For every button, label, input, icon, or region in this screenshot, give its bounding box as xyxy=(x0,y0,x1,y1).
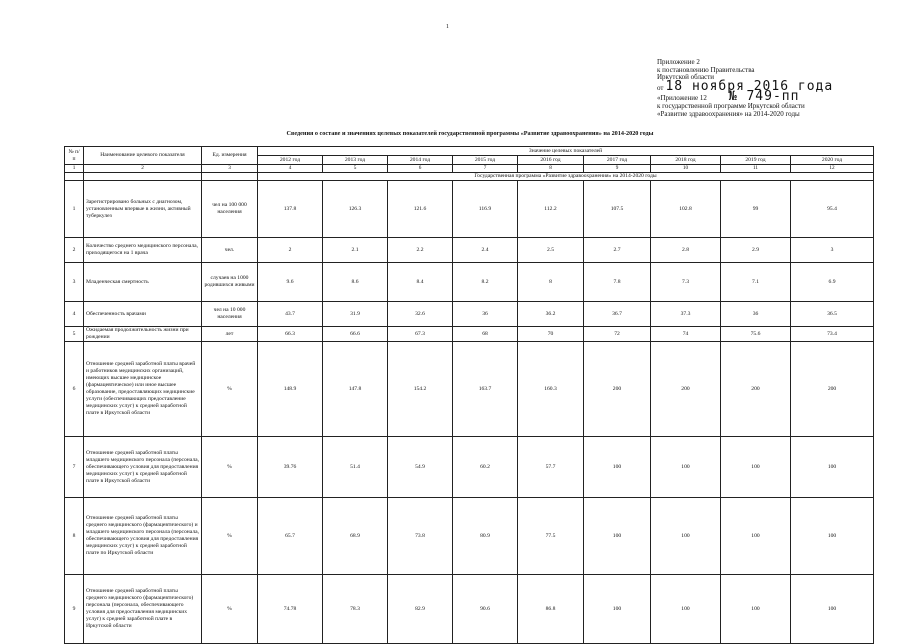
table-row xyxy=(65,181,874,238)
column-number: 10 xyxy=(651,165,721,173)
header-values: Значение целевых показателей xyxy=(258,147,874,156)
indicator-value: 95.4 xyxy=(791,181,874,238)
header-year: 2016 год xyxy=(518,156,584,165)
row-number: 8 xyxy=(65,498,84,575)
table-row xyxy=(65,342,874,437)
indicator-value: 57.7 xyxy=(518,437,584,498)
indicator-value: 100 xyxy=(721,498,791,575)
column-number: 9 xyxy=(584,165,651,173)
annex-line-5: к государственной программе Иркутской области xyxy=(657,101,805,110)
column-number: 8 xyxy=(518,165,584,173)
indicator-value: 2 xyxy=(258,238,323,263)
indicator-value: 160.3 xyxy=(518,342,584,437)
indicator-unit: % xyxy=(202,575,258,644)
indicator-value: 7.3 xyxy=(651,263,721,302)
annex-line-1: Приложение 2 xyxy=(657,58,700,66)
indicator-value: 112.2 xyxy=(518,181,584,238)
header-year: 2014 год xyxy=(388,156,453,165)
indicator-value: 100 xyxy=(584,575,651,644)
annex-line-2: к постановлению Правительства xyxy=(657,65,755,74)
indicator-value: 73.4 xyxy=(791,327,874,342)
indicator-value: 121.6 xyxy=(388,181,453,238)
indicator-value: 39.76 xyxy=(258,437,323,498)
column-number: 3 xyxy=(202,165,258,173)
indicator-value: 154.2 xyxy=(388,342,453,437)
indicator-value: 2.7 xyxy=(584,238,651,263)
indicator-value: 100 xyxy=(651,575,721,644)
indicator-value: 116.9 xyxy=(453,181,518,238)
row-number: 5 xyxy=(65,327,84,342)
indicator-value: 66.6 xyxy=(323,327,388,342)
indicator-value: 37.3 xyxy=(651,302,721,327)
header-name: Наименование целевого показателя xyxy=(84,147,202,165)
indicator-value: 100 xyxy=(721,575,791,644)
indicator-name: Отношение средней заработной платы среднего медицинского (фармацевтического) и младшего медицинского персонала (персонала, обеспечивающего условия для предоставления медицинских услуг) к средней заработной плате по Иркутской области xyxy=(84,498,202,575)
indicator-value: 102.8 xyxy=(651,181,721,238)
header-year: 2019 год xyxy=(721,156,791,165)
indicator-name: Обеспеченность врачами xyxy=(84,302,202,327)
indicator-value: 82.9 xyxy=(388,575,453,644)
indicator-value: 68 xyxy=(453,327,518,342)
indicator-value: 100 xyxy=(791,575,874,644)
indicator-value: 100 xyxy=(651,498,721,575)
indicator-value: 8.2 xyxy=(453,263,518,302)
indicator-name: Количество среднего медицинского персонала, приходящегося на 1 врача xyxy=(84,238,202,263)
row-number: 1 xyxy=(65,181,84,238)
annex-date-prefix: от xyxy=(657,83,664,92)
header-num: № п/п xyxy=(65,147,84,165)
header-year: 2018 год xyxy=(651,156,721,165)
indicator-value: 200 xyxy=(791,342,874,437)
indicator-value: 32.6 xyxy=(388,302,453,327)
indicator-name: Ожидаемая продолжительность жизни при рождении xyxy=(84,327,202,342)
indicator-value: 200 xyxy=(584,342,651,437)
indicator-value: 99 xyxy=(721,181,791,238)
annex-line-3: Иркутской области xyxy=(657,73,715,82)
indicator-value: 77.5 xyxy=(518,498,584,575)
indicator-value: 36 xyxy=(453,302,518,327)
header-row xyxy=(65,147,874,156)
indicator-value: 67.3 xyxy=(388,327,453,342)
table-body xyxy=(65,181,874,644)
table-row xyxy=(65,238,874,263)
section-title: Государственная программа «Развитие здравоохранения» на 2014-2020 годы xyxy=(258,173,874,181)
indicator-value: 8.6 xyxy=(323,263,388,302)
indicator-value: 74.78 xyxy=(258,575,323,644)
indicator-value: 100 xyxy=(584,498,651,575)
indicator-value: 6.9 xyxy=(791,263,874,302)
indicator-unit: чел на 100 000 населения xyxy=(202,181,258,238)
column-number: 1 xyxy=(65,165,84,173)
page-number: 1 xyxy=(446,24,449,30)
annex-number-handwritten: № 749-пп xyxy=(728,89,800,105)
indicator-unit: чел на 10 000 населения xyxy=(202,302,258,327)
indicator-unit: % xyxy=(202,342,258,437)
table-row xyxy=(65,302,874,327)
indicator-value: 8 xyxy=(518,263,584,302)
section-spacer xyxy=(65,173,84,181)
section-row xyxy=(65,173,874,181)
table-row xyxy=(65,327,874,342)
indicator-unit: % xyxy=(202,498,258,575)
indicator-value: 200 xyxy=(651,342,721,437)
indicator-value: 2.4 xyxy=(453,238,518,263)
document-title: Сведения о составе и значениях целевых показателей государственной программы «Развитие здравоохранения» на 2014-2020 годы xyxy=(286,130,654,137)
indicator-name: Отношение средней заработной платы младшего медицинского персонала (персонала, обеспечивающего условия для предоставления медицинских услуг) к средней заработной плате в Иркутской области xyxy=(84,437,202,498)
indicator-name: Отношение средней заработной платы врачей и работников медицинских организаций, имеющих высшее медицинское (фармацевтическое) или иное высшее образование, предоставляющих медицинские услуги (обеспечивающих предоставление медицинских услуг) к средней заработной плате в Иркутской области xyxy=(84,342,202,437)
indicator-value: 3 xyxy=(791,238,874,263)
indicators-table xyxy=(64,146,874,644)
indicator-value: 2.2 xyxy=(388,238,453,263)
indicator-value: 148.9 xyxy=(258,342,323,437)
indicator-value: 100 xyxy=(584,437,651,498)
indicator-value: 86.8 xyxy=(518,575,584,644)
header-unit: Ед. измерения xyxy=(202,147,258,165)
indicator-value: 74 xyxy=(651,327,721,342)
table-row xyxy=(65,263,874,302)
indicator-value: 2.9 xyxy=(721,238,791,263)
indicator-value: 60.2 xyxy=(453,437,518,498)
indicator-unit: чел. xyxy=(202,238,258,263)
indicator-value: 200 xyxy=(721,342,791,437)
indicator-value: 36.7 xyxy=(584,302,651,327)
header-year: 2012 год xyxy=(258,156,323,165)
annex-line-6: «Развитие здравоохранения» на 2014-2020 годы xyxy=(657,109,800,118)
indicator-value: 51.4 xyxy=(323,437,388,498)
indicator-unit: лет xyxy=(202,327,258,342)
indicator-value: 70 xyxy=(518,327,584,342)
annex-label: «Приложение 12 xyxy=(657,94,707,103)
indicator-value: 2.1 xyxy=(323,238,388,263)
indicator-value: 65.7 xyxy=(258,498,323,575)
indicator-name: Отношение средней заработной платы среднего медицинского (фармацевтического) персонала (персонала, обеспечивающего условия для предоставления медицинских услуг) к средней заработной плате в Иркутской области xyxy=(84,575,202,644)
row-number: 3 xyxy=(65,263,84,302)
column-number: 4 xyxy=(258,165,323,173)
indicator-unit: % xyxy=(202,437,258,498)
column-number: 11 xyxy=(721,165,791,173)
indicator-value: 90.6 xyxy=(453,575,518,644)
indicator-value: 36.2 xyxy=(518,302,584,327)
indicator-value: 126.3 xyxy=(323,181,388,238)
row-number: 2 xyxy=(65,238,84,263)
indicator-unit: случаев на 1000 родившихся живыми xyxy=(202,263,258,302)
indicator-value: 2.5 xyxy=(518,238,584,263)
indicator-value: 8.4 xyxy=(388,263,453,302)
row-number: 9 xyxy=(65,575,84,644)
indicator-value: 72 xyxy=(584,327,651,342)
indicator-value: 7.1 xyxy=(721,263,791,302)
column-number: 7 xyxy=(453,165,518,173)
table-row xyxy=(65,498,874,575)
table-row xyxy=(65,437,874,498)
column-number: 6 xyxy=(388,165,453,173)
indicator-name: Младенческая смертность xyxy=(84,263,202,302)
indicator-name: Зарегистрировано больных с диагнозом, установленным впервые в жизни, активный туберкулез xyxy=(84,181,202,238)
row-number: 4 xyxy=(65,302,84,327)
header-year: 2017 год xyxy=(584,156,651,165)
indicator-value: 100 xyxy=(791,437,874,498)
indicator-value: 147.8 xyxy=(323,342,388,437)
indicator-value: 100 xyxy=(791,498,874,575)
indicator-value: 100 xyxy=(721,437,791,498)
column-number: 2 xyxy=(84,165,202,173)
annex-date-handwritten: 18 ноября 2016 года xyxy=(665,78,834,94)
column-number: 12 xyxy=(791,165,874,173)
indicator-value: 2.8 xyxy=(651,238,721,263)
indicator-value: 54.9 xyxy=(388,437,453,498)
indicator-value: 36 xyxy=(721,302,791,327)
indicator-value: 137.8 xyxy=(258,181,323,238)
table-row xyxy=(65,575,874,644)
indicator-value: 73.8 xyxy=(388,498,453,575)
indicator-value: 43.7 xyxy=(258,302,323,327)
header-year: 2013 год xyxy=(323,156,388,165)
indicator-value: 36.5 xyxy=(791,302,874,327)
indicator-value: 78.3 xyxy=(323,575,388,644)
section-spacer xyxy=(84,173,202,181)
indicator-value: 7.8 xyxy=(584,263,651,302)
header-year: 2020 год xyxy=(791,156,874,165)
indicator-value: 31.9 xyxy=(323,302,388,327)
indicator-value: 66.3 xyxy=(258,327,323,342)
indicator-value: 68.9 xyxy=(323,498,388,575)
row-number: 6 xyxy=(65,342,84,437)
indicator-value: 80.9 xyxy=(453,498,518,575)
row-number: 7 xyxy=(65,437,84,498)
indicator-value: 107.5 xyxy=(584,181,651,238)
indicator-value: 100 xyxy=(651,437,721,498)
column-numbers-row xyxy=(65,165,874,173)
indicator-value: 75.6 xyxy=(721,327,791,342)
annex-header xyxy=(657,59,887,118)
indicator-value: 163.7 xyxy=(453,342,518,437)
header-year: 2015 год xyxy=(453,156,518,165)
section-spacer xyxy=(202,173,258,181)
indicator-value: 9.6 xyxy=(258,263,323,302)
column-number: 5 xyxy=(323,165,388,173)
